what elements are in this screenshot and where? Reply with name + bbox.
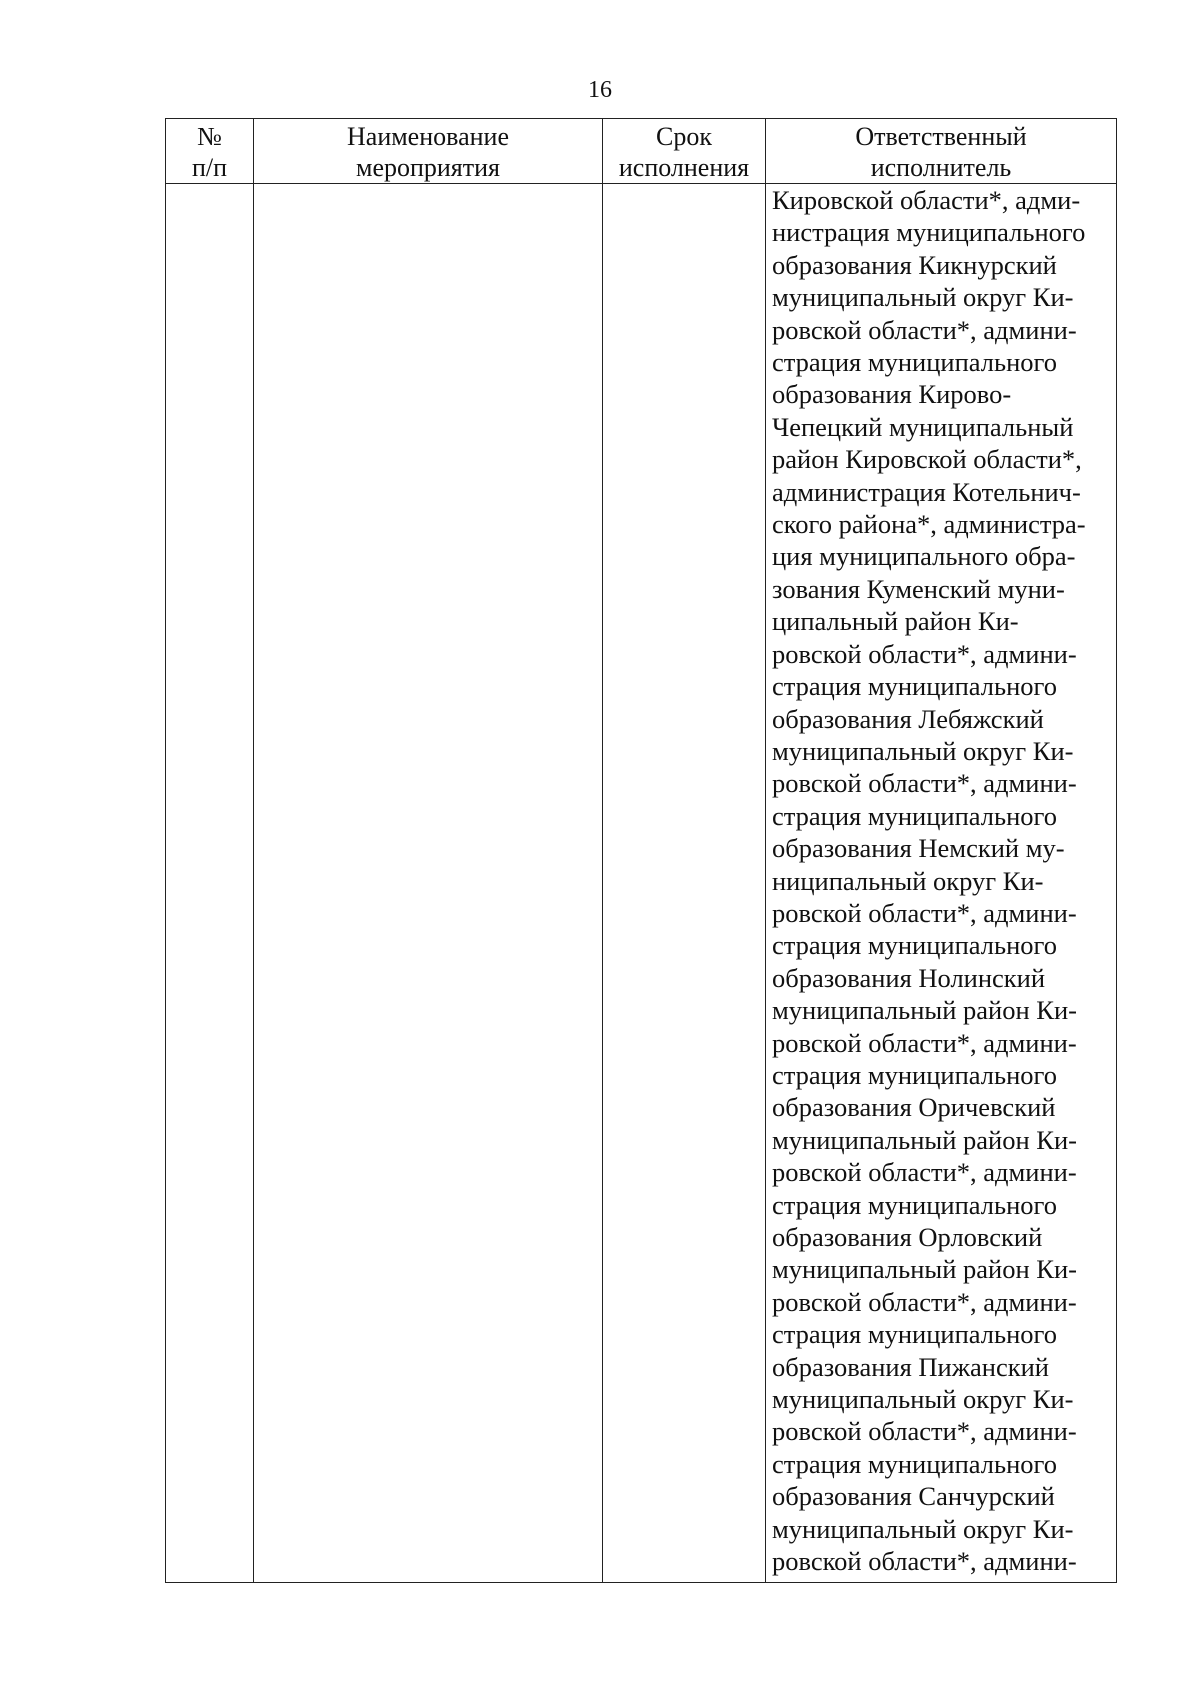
responsible-text-line: страция муниципального (772, 1319, 1057, 1350)
responsible-text-line: страция муниципального (772, 800, 1057, 831)
header-responsible-line: исполнитель (870, 153, 1012, 182)
responsible-text-line: ниципальный округ Ки- (772, 865, 1044, 896)
responsible-text-line: район Кировской области*, (772, 444, 1082, 475)
responsible-text-line: ровской области*, админи- (772, 768, 1077, 799)
header-num-line: № (197, 122, 222, 151)
responsible-text-line: ция муниципального обра- (772, 541, 1076, 572)
header-responsible-line: Ответственный (855, 122, 1027, 151)
responsible-text-line: страция муниципального (772, 1189, 1057, 1220)
header-responsible (766, 119, 1117, 184)
responsible-text-line: ровской области*, админи- (772, 1416, 1077, 1447)
header-name-line: Наименование (347, 122, 509, 151)
responsible-text-line: страция муниципального (772, 1059, 1057, 1090)
header-term-line: исполнения (618, 153, 750, 182)
responsible-text-line: ровской области*, админи- (772, 1286, 1077, 1317)
responsible-text-line: нистрация муниципального (772, 217, 1086, 248)
responsible-text-line: образования Орловский (772, 1222, 1043, 1252)
responsible-text-line: ровской области*, админи- (772, 314, 1077, 345)
table-header-row (166, 119, 1117, 184)
cell-term (603, 184, 766, 1583)
header-name (254, 119, 603, 184)
responsible-text-line: муниципальный район Ки- (772, 995, 1077, 1026)
responsible-text-line: образования Кикнурский (772, 249, 1057, 280)
responsible-text-line: муниципальный район Ки- (772, 1254, 1077, 1285)
header-name-line: мероприятия (355, 153, 500, 182)
responsible-text-line: ровской области*, админи- (772, 638, 1077, 669)
responsible-text-line: администрация Котельнич- (772, 476, 1081, 507)
responsible-text-line: образования Лебяжский (772, 703, 1044, 734)
responsible-text-line: страция муниципального (772, 1448, 1057, 1479)
responsible-text-line: образования Немский му- (772, 833, 1065, 864)
cell-name (254, 184, 603, 1583)
responsible-text-line: муниципальный район Ки- (772, 1124, 1077, 1155)
page-number: 16 (588, 77, 612, 103)
responsible-text-line: ровской области*, админи- (772, 1027, 1077, 1058)
responsible-text-line: ровской области*, админи- (772, 1546, 1077, 1577)
responsible-text-line: образования Кирово- (772, 379, 1012, 410)
responsible-text-line: образования Нолинский (772, 962, 1046, 993)
responsible-text-line: страция муниципального (772, 930, 1057, 961)
responsible-text-line: Кировской области*, адми- (772, 185, 1081, 215)
responsible-text-line: ципальный район Ки- (772, 606, 1019, 637)
responsible-text-line: муниципальный округ Ки- (772, 1384, 1074, 1415)
responsible-text-line: ровской области*, админи- (772, 1157, 1077, 1188)
responsible-text-line: Чепецкий муниципальный (772, 411, 1074, 442)
measures-table (165, 118, 1117, 1583)
cell-num (166, 184, 254, 1583)
table-row (166, 184, 1117, 1583)
responsible-text-line: страция муниципального (772, 347, 1057, 378)
responsible-text-line: образования Оричевский (772, 1092, 1056, 1123)
header-num (166, 119, 254, 184)
responsible-text-line: муниципальный округ Ки- (772, 735, 1074, 766)
responsible-text-line: муниципальный округ Ки- (772, 1513, 1074, 1544)
responsible-text-line: образования Пижанский (772, 1351, 1049, 1382)
responsible-text-line: страция муниципального (772, 671, 1057, 702)
header-num-line: п/п (191, 153, 228, 182)
responsible-text-line: ского района*, администра- (772, 509, 1086, 540)
responsible-text-line: ровской области*, админи- (772, 897, 1077, 928)
cell-responsible (766, 184, 1117, 1583)
responsible-text-line: муниципальный округ Ки- (772, 282, 1074, 313)
header-term (603, 119, 766, 184)
header-term-line: Срок (656, 122, 712, 151)
responsible-text-line: зования Куменский муни- (772, 573, 1065, 604)
responsible-text-line: образования Санчурский (772, 1481, 1055, 1512)
